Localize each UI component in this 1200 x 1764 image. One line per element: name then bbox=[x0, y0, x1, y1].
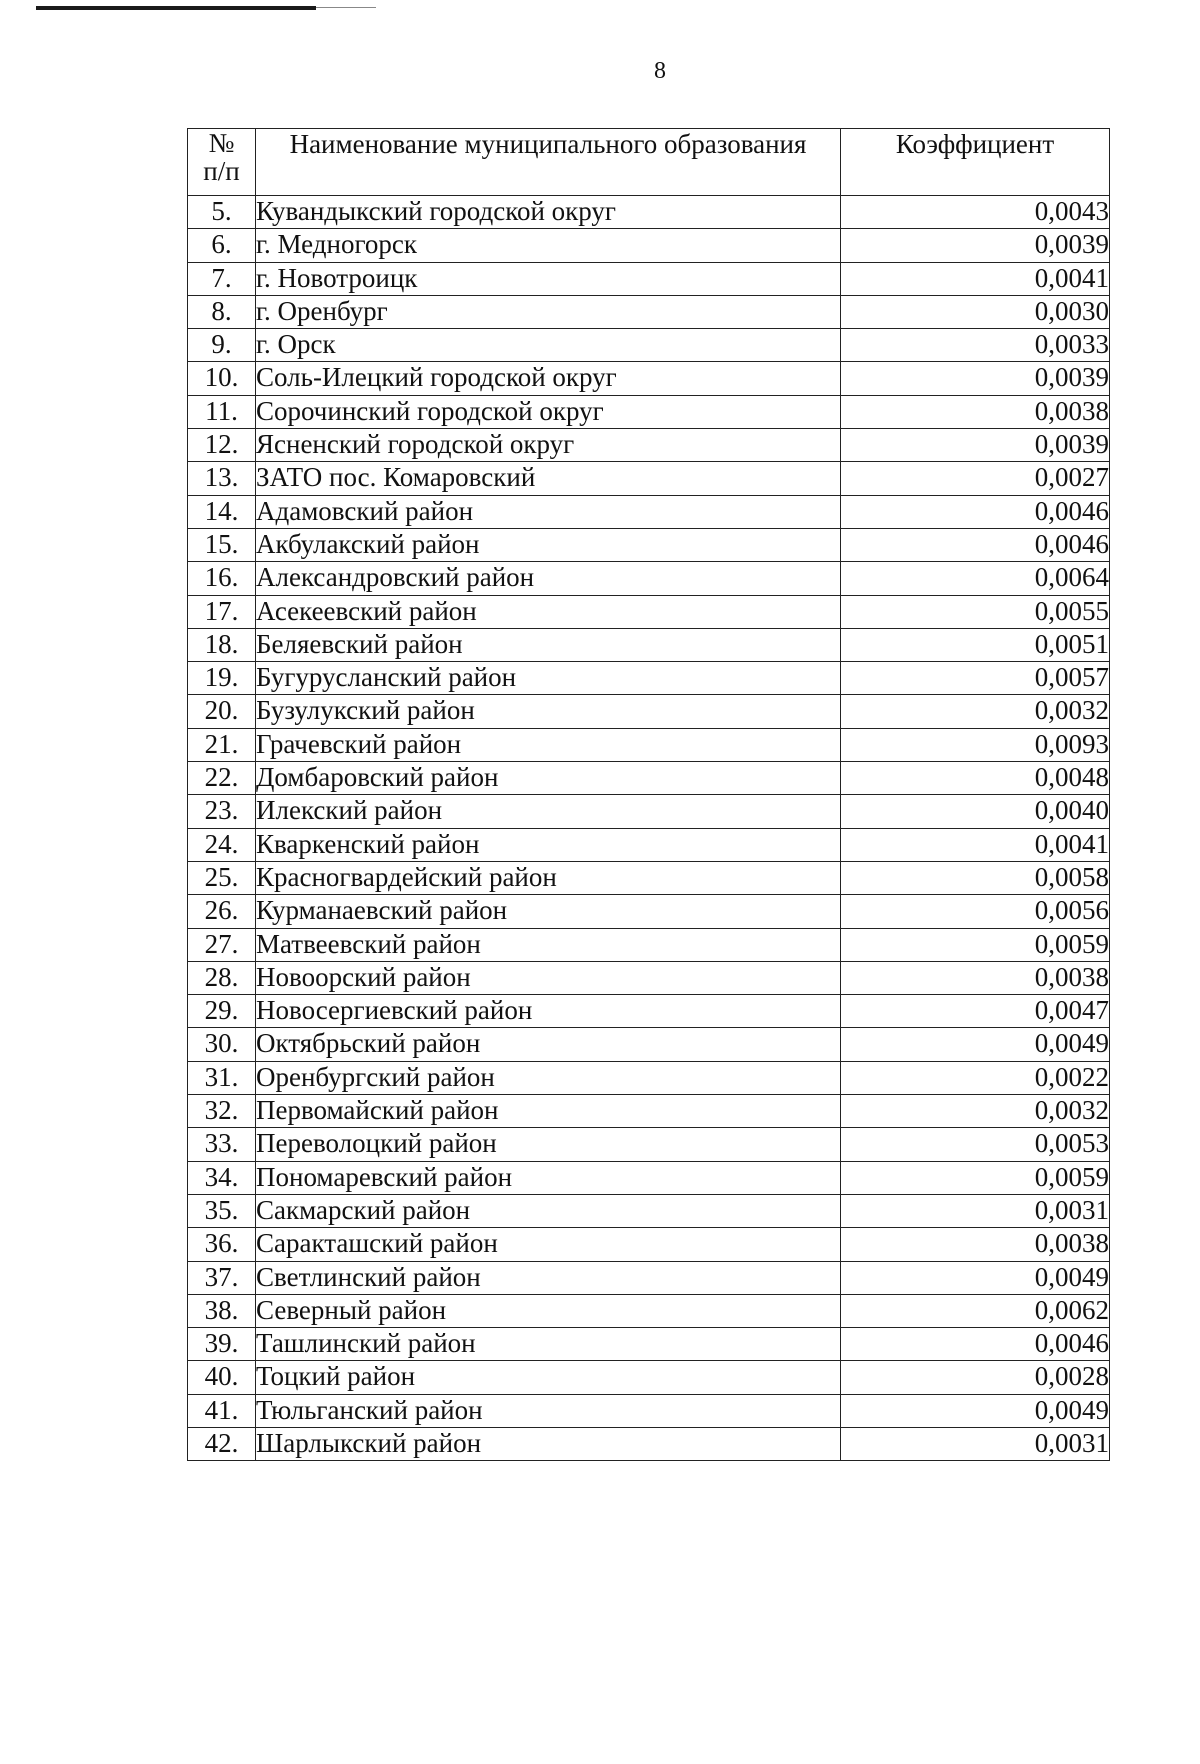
municipality-name-cell: г. Оренбург bbox=[256, 295, 841, 328]
row-number-cell: 6. bbox=[188, 229, 256, 262]
table-row bbox=[188, 196, 1110, 229]
table-row bbox=[188, 861, 1110, 894]
coefficient-cell: 0,0047 bbox=[841, 995, 1110, 1028]
row-number-cell: 38. bbox=[188, 1294, 256, 1327]
municipality-name-cell: г. Новотроицк bbox=[256, 262, 841, 295]
coefficient-cell: 0,0049 bbox=[841, 1028, 1110, 1061]
table-row bbox=[188, 329, 1110, 362]
row-number-cell: 10. bbox=[188, 362, 256, 395]
coefficient-cell: 0,0046 bbox=[841, 1328, 1110, 1361]
row-number-cell: 15. bbox=[188, 528, 256, 561]
municipality-name-cell: Асекеевский район bbox=[256, 595, 841, 628]
municipality-name-cell: Соль-Илецкий городской округ bbox=[256, 362, 841, 395]
table-row bbox=[188, 828, 1110, 861]
coefficient-cell: 0,0022 bbox=[841, 1061, 1110, 1094]
row-number-cell: 40. bbox=[188, 1361, 256, 1394]
municipality-name-cell: Новосергиевский район bbox=[256, 995, 841, 1028]
table-row bbox=[188, 1427, 1110, 1460]
municipality-name-cell: Сакмарский район bbox=[256, 1194, 841, 1227]
coefficient-cell: 0,0057 bbox=[841, 662, 1110, 695]
row-number-cell: 28. bbox=[188, 961, 256, 994]
table-row bbox=[188, 1228, 1110, 1261]
row-number-cell: 39. bbox=[188, 1328, 256, 1361]
coefficient-cell: 0,0062 bbox=[841, 1294, 1110, 1327]
row-number-cell: 22. bbox=[188, 762, 256, 795]
coefficient-cell: 0,0046 bbox=[841, 495, 1110, 528]
row-number-cell: 12. bbox=[188, 429, 256, 462]
row-number-cell: 29. bbox=[188, 995, 256, 1028]
row-number-cell: 23. bbox=[188, 795, 256, 828]
row-number-cell: 25. bbox=[188, 861, 256, 894]
table-row bbox=[188, 728, 1110, 761]
coefficient-table bbox=[187, 128, 1110, 1461]
row-number-cell: 20. bbox=[188, 695, 256, 728]
municipality-name-cell: Тюльганский район bbox=[256, 1394, 841, 1427]
row-number-cell: 18. bbox=[188, 628, 256, 661]
municipality-name-cell: Бузулукский район bbox=[256, 695, 841, 728]
coefficient-cell: 0,0033 bbox=[841, 329, 1110, 362]
row-number-cell: 37. bbox=[188, 1261, 256, 1294]
table-row bbox=[188, 995, 1110, 1028]
municipality-name-cell: Домбаровский район bbox=[256, 762, 841, 795]
municipality-name-cell: Акбулакский район bbox=[256, 528, 841, 561]
coefficient-cell: 0,0059 bbox=[841, 928, 1110, 961]
scan-edge-mark-tail bbox=[316, 7, 376, 8]
row-number-cell: 26. bbox=[188, 895, 256, 928]
coefficient-cell: 0,0028 bbox=[841, 1361, 1110, 1394]
municipality-name-cell: Первомайский район bbox=[256, 1095, 841, 1128]
row-number-cell: 5. bbox=[188, 196, 256, 229]
row-number-cell: 34. bbox=[188, 1161, 256, 1194]
municipality-name-cell: Матвеевский район bbox=[256, 928, 841, 961]
municipality-name-cell: Северный район bbox=[256, 1294, 841, 1327]
row-number-cell: 42. bbox=[188, 1427, 256, 1460]
coefficient-cell: 0,0055 bbox=[841, 595, 1110, 628]
municipality-name-cell: Ташлинский район bbox=[256, 1328, 841, 1361]
table-row bbox=[188, 262, 1110, 295]
table-row bbox=[188, 1161, 1110, 1194]
coefficient-cell: 0,0051 bbox=[841, 628, 1110, 661]
municipality-name-cell: Адамовский район bbox=[256, 495, 841, 528]
table-row bbox=[188, 462, 1110, 495]
table-row bbox=[188, 528, 1110, 561]
coefficient-cell: 0,0039 bbox=[841, 229, 1110, 262]
municipality-name-cell: Бугурусланский район bbox=[256, 662, 841, 695]
row-number-cell: 35. bbox=[188, 1194, 256, 1227]
table-row bbox=[188, 362, 1110, 395]
table-row bbox=[188, 961, 1110, 994]
coefficient-cell: 0,0043 bbox=[841, 196, 1110, 229]
table-row bbox=[188, 295, 1110, 328]
row-number-cell: 27. bbox=[188, 928, 256, 961]
row-number-cell: 30. bbox=[188, 1028, 256, 1061]
table-row bbox=[188, 1261, 1110, 1294]
table-row bbox=[188, 1394, 1110, 1427]
municipality-name-cell: г. Медногорск bbox=[256, 229, 841, 262]
coefficient-cell: 0,0038 bbox=[841, 395, 1110, 428]
row-number-cell: 32. bbox=[188, 1095, 256, 1128]
row-number-cell: 13. bbox=[188, 462, 256, 495]
municipality-name-cell: Саракташский район bbox=[256, 1228, 841, 1261]
row-number-cell: 41. bbox=[188, 1394, 256, 1427]
table-row bbox=[188, 895, 1110, 928]
row-number-cell: 11. bbox=[188, 395, 256, 428]
municipality-name-cell: Светлинский район bbox=[256, 1261, 841, 1294]
page-number: 8 bbox=[654, 58, 666, 84]
coefficient-cell: 0,0039 bbox=[841, 429, 1110, 462]
coefficient-cell: 0,0030 bbox=[841, 295, 1110, 328]
coefficient-cell: 0,0053 bbox=[841, 1128, 1110, 1161]
coefficient-cell: 0,0093 bbox=[841, 728, 1110, 761]
coefficient-cell: 0,0027 bbox=[841, 462, 1110, 495]
row-number-cell: 31. bbox=[188, 1061, 256, 1094]
municipality-name-cell: Курманаевский район bbox=[256, 895, 841, 928]
row-number-cell: 36. bbox=[188, 1228, 256, 1261]
coefficient-cell: 0,0041 bbox=[841, 828, 1110, 861]
table-row bbox=[188, 1028, 1110, 1061]
table-row bbox=[188, 795, 1110, 828]
row-number-cell: 8. bbox=[188, 295, 256, 328]
table-body bbox=[188, 196, 1110, 1461]
table-row bbox=[188, 628, 1110, 661]
municipality-name-cell: Илекский район bbox=[256, 795, 841, 828]
row-number-cell: 33. bbox=[188, 1128, 256, 1161]
coefficient-cell: 0,0039 bbox=[841, 362, 1110, 395]
coefficient-cell: 0,0064 bbox=[841, 562, 1110, 595]
table-row bbox=[188, 1061, 1110, 1094]
municipality-name-cell: Октябрьский район bbox=[256, 1028, 841, 1061]
row-number-cell: 16. bbox=[188, 562, 256, 595]
coefficient-cell: 0,0056 bbox=[841, 895, 1110, 928]
row-number-cell: 9. bbox=[188, 329, 256, 362]
coefficient-cell: 0,0038 bbox=[841, 961, 1110, 994]
table-row bbox=[188, 762, 1110, 795]
header-number-abbrev: п/п bbox=[203, 156, 240, 186]
coefficient-cell: 0,0041 bbox=[841, 262, 1110, 295]
municipality-name-cell: г. Орск bbox=[256, 329, 841, 362]
header-row bbox=[188, 129, 1110, 196]
municipality-name-cell: Сорочинский городской округ bbox=[256, 395, 841, 428]
coefficient-cell: 0,0059 bbox=[841, 1161, 1110, 1194]
coefficient-cell: 0,0031 bbox=[841, 1194, 1110, 1227]
municipality-name-cell: Александровский район bbox=[256, 562, 841, 595]
table-row bbox=[188, 928, 1110, 961]
header-number-symbol: № bbox=[208, 128, 235, 158]
row-number-cell: 19. bbox=[188, 662, 256, 695]
table-row bbox=[188, 662, 1110, 695]
coefficient-cell: 0,0032 bbox=[841, 1095, 1110, 1128]
row-number-cell: 14. bbox=[188, 495, 256, 528]
table-row bbox=[188, 395, 1110, 428]
table-row bbox=[188, 695, 1110, 728]
municipality-name-cell: Тоцкий район bbox=[256, 1361, 841, 1394]
row-number-cell: 7. bbox=[188, 262, 256, 295]
coefficient-cell: 0,0058 bbox=[841, 861, 1110, 894]
coefficient-cell: 0,0038 bbox=[841, 1228, 1110, 1261]
row-number-cell: 24. bbox=[188, 828, 256, 861]
coefficient-cell: 0,0049 bbox=[841, 1261, 1110, 1294]
coefficient-cell: 0,0046 bbox=[841, 528, 1110, 561]
table-row bbox=[188, 495, 1110, 528]
header-name-cell: Наименование муниципального образования bbox=[256, 129, 841, 196]
row-number-cell: 17. bbox=[188, 595, 256, 628]
municipality-name-cell: Пономаревский район bbox=[256, 1161, 841, 1194]
municipality-name-cell: Ясненский городской округ bbox=[256, 429, 841, 462]
row-number-cell: 21. bbox=[188, 728, 256, 761]
scan-edge-mark bbox=[36, 6, 316, 10]
coefficient-cell: 0,0048 bbox=[841, 762, 1110, 795]
municipality-name-cell: Кваркенский район bbox=[256, 828, 841, 861]
header-coefficient-cell: Коэффициент bbox=[841, 129, 1110, 196]
table-row bbox=[188, 1194, 1110, 1227]
municipality-name-cell: ЗАТО пос. Комаровский bbox=[256, 462, 841, 495]
municipality-name-cell: Переволоцкий район bbox=[256, 1128, 841, 1161]
coefficient-cell: 0,0031 bbox=[841, 1427, 1110, 1460]
coefficient-cell: 0,0049 bbox=[841, 1394, 1110, 1427]
municipality-name-cell: Грачевский район bbox=[256, 728, 841, 761]
table-row bbox=[188, 429, 1110, 462]
header-number-cell bbox=[188, 129, 256, 196]
municipality-name-cell: Шарлыкский район bbox=[256, 1427, 841, 1460]
municipality-name-cell: Кувандыкский городской округ bbox=[256, 196, 841, 229]
table-row bbox=[188, 595, 1110, 628]
municipality-name-cell: Красногвардейский район bbox=[256, 861, 841, 894]
table-row bbox=[188, 562, 1110, 595]
table-row bbox=[188, 229, 1110, 262]
municipality-name-cell: Оренбургский район bbox=[256, 1061, 841, 1094]
municipality-name-cell: Беляевский район bbox=[256, 628, 841, 661]
table-row bbox=[188, 1294, 1110, 1327]
coefficient-cell: 0,0040 bbox=[841, 795, 1110, 828]
table-header bbox=[188, 129, 1110, 196]
table-row bbox=[188, 1328, 1110, 1361]
table-row bbox=[188, 1095, 1110, 1128]
municipality-name-cell: Новоорский район bbox=[256, 961, 841, 994]
table-row bbox=[188, 1128, 1110, 1161]
table-row bbox=[188, 1361, 1110, 1394]
coefficient-cell: 0,0032 bbox=[841, 695, 1110, 728]
